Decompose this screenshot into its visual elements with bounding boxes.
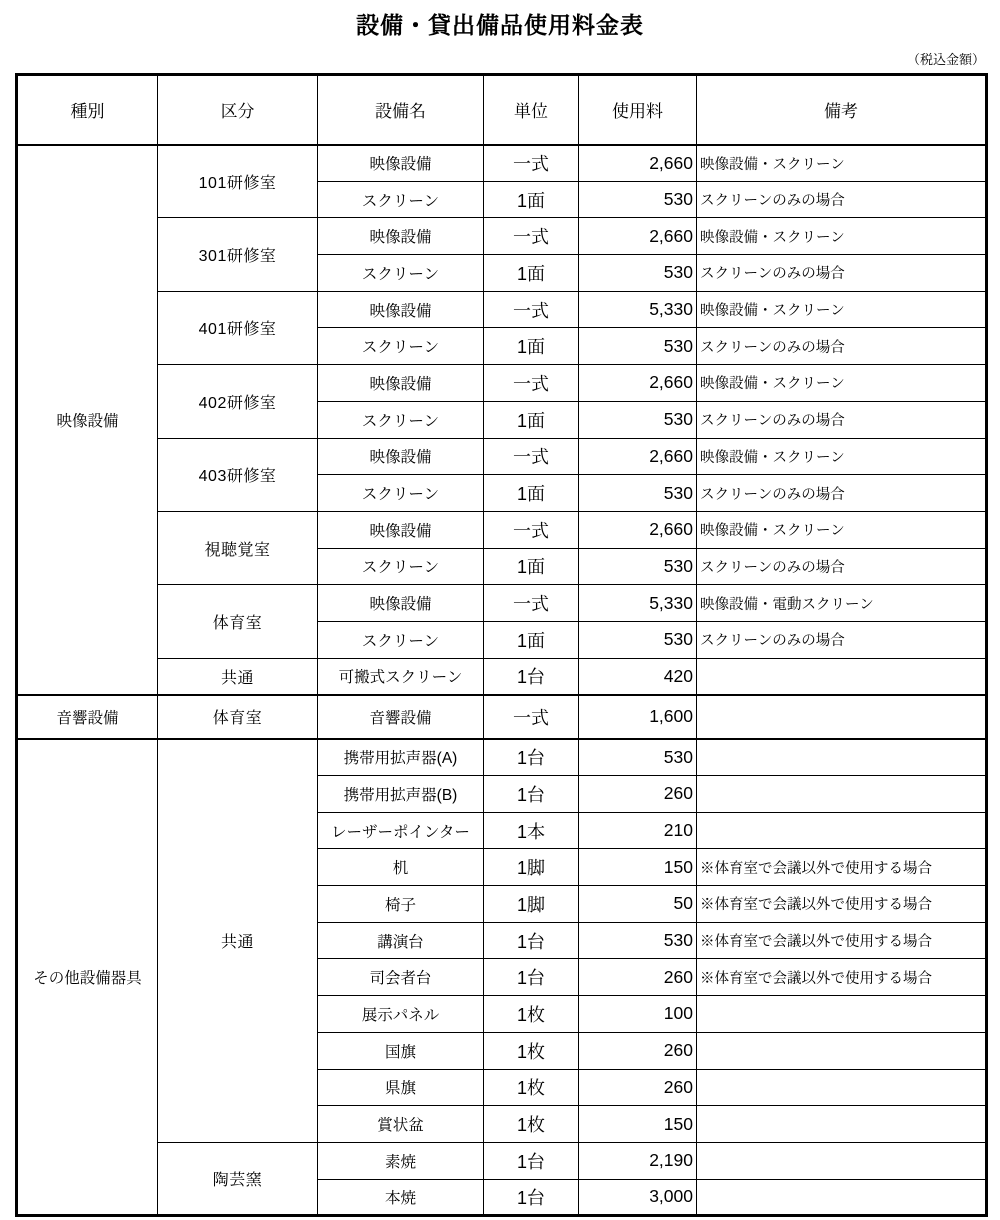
fee-cell: 2,660 xyxy=(579,218,697,255)
fee-cell: 3,000 xyxy=(579,1179,697,1216)
fee-cell: 50 xyxy=(579,886,697,923)
fee-cell: 530 xyxy=(579,328,697,365)
table-row xyxy=(17,695,987,739)
remarks-cell: スクリーンのみの場合 xyxy=(697,548,987,585)
unit-cell: 1面 xyxy=(484,621,579,658)
category-cell: 403研修室 xyxy=(158,438,318,511)
fee-cell: 150 xyxy=(579,1106,697,1143)
remarks-cell: 映像設備・スクリーン xyxy=(697,365,987,402)
category-cell: 共通 xyxy=(158,739,318,1143)
equipment-name-cell: 音響設備 xyxy=(318,695,484,739)
fee-table-body xyxy=(17,145,987,1216)
remarks-cell: ※体育室で会議以外で使用する場合 xyxy=(697,886,987,923)
unit-cell: 1台 xyxy=(484,776,579,813)
remarks-cell xyxy=(697,1032,987,1069)
page-title: 設備・貸出備品使用料金表 xyxy=(356,12,644,38)
fee-cell: 260 xyxy=(579,776,697,813)
equipment-name-cell: レーザーポインター xyxy=(318,812,484,849)
table-row xyxy=(17,585,987,622)
header-category: 区分 xyxy=(158,75,318,145)
equipment-name-cell: 講演台 xyxy=(318,922,484,959)
unit-cell: 一式 xyxy=(484,695,579,739)
remarks-cell: 映像設備・電動スクリーン xyxy=(697,585,987,622)
remarks-cell: ※体育室で会議以外で使用する場合 xyxy=(697,922,987,959)
unit-cell: 1面 xyxy=(484,181,579,218)
table-row xyxy=(17,145,987,182)
equipment-name-cell: 映像設備 xyxy=(318,291,484,328)
table-row xyxy=(17,739,987,776)
fee-cell: 530 xyxy=(579,255,697,292)
category-cell: 402研修室 xyxy=(158,365,318,438)
unit-cell: 1枚 xyxy=(484,1069,579,1106)
fee-cell: 530 xyxy=(579,922,697,959)
equipment-name-cell: スクリーン xyxy=(318,328,484,365)
remarks-cell xyxy=(697,812,987,849)
remarks-cell: スクリーンのみの場合 xyxy=(697,328,987,365)
type-cell: 音響設備 xyxy=(17,695,158,739)
equipment-name-cell: 賞状盆 xyxy=(318,1106,484,1143)
fee-cell: 530 xyxy=(579,739,697,776)
unit-cell: 1台 xyxy=(484,959,579,996)
table-row xyxy=(17,1142,987,1179)
equipment-name-cell: スクリーン xyxy=(318,255,484,292)
equipment-name-cell: 映像設備 xyxy=(318,365,484,402)
remarks-cell xyxy=(697,695,987,739)
equipment-name-cell: 映像設備 xyxy=(318,438,484,475)
equipment-name-cell: 県旗 xyxy=(318,1069,484,1106)
unit-cell: 1台 xyxy=(484,1142,579,1179)
type-cell: その他設備器具 xyxy=(17,739,158,1216)
unit-cell: 1台 xyxy=(484,658,579,695)
remarks-cell: スクリーンのみの場合 xyxy=(697,401,987,438)
header-unit: 単位 xyxy=(484,75,579,145)
fee-cell: 150 xyxy=(579,849,697,886)
unit-cell: 一式 xyxy=(484,585,579,622)
unit-cell: 一式 xyxy=(484,511,579,548)
category-cell: 陶芸窯 xyxy=(158,1142,318,1215)
fee-cell: 100 xyxy=(579,996,697,1033)
equipment-name-cell: 机 xyxy=(318,849,484,886)
unit-cell: 一式 xyxy=(484,365,579,402)
fee-cell: 420 xyxy=(579,658,697,695)
remarks-cell: スクリーンのみの場合 xyxy=(697,255,987,292)
header-remarks: 備考 xyxy=(697,75,987,145)
equipment-name-cell: 映像設備 xyxy=(318,145,484,182)
fee-cell: 2,660 xyxy=(579,365,697,402)
unit-cell: 1脚 xyxy=(484,886,579,923)
table-row xyxy=(17,438,987,475)
remarks-cell: ※体育室で会議以外で使用する場合 xyxy=(697,849,987,886)
unit-cell: 1脚 xyxy=(484,849,579,886)
unit-cell: 一式 xyxy=(484,145,579,182)
remarks-cell xyxy=(697,739,987,776)
equipment-name-cell: 可搬式スクリーン xyxy=(318,658,484,695)
remarks-cell xyxy=(697,1069,987,1106)
fee-cell: 530 xyxy=(579,475,697,512)
fee-cell: 5,330 xyxy=(579,291,697,328)
fee-cell: 530 xyxy=(579,401,697,438)
fee-cell: 5,330 xyxy=(579,585,697,622)
category-cell: 301研修室 xyxy=(158,218,318,291)
equipment-name-cell: 展示パネル xyxy=(318,996,484,1033)
unit-cell: 一式 xyxy=(484,438,579,475)
header-type: 種別 xyxy=(17,75,158,145)
unit-cell: 1台 xyxy=(484,1179,579,1216)
category-cell: 共通 xyxy=(158,658,318,695)
remarks-cell xyxy=(697,776,987,813)
equipment-name-cell: 素焼 xyxy=(318,1142,484,1179)
header-row xyxy=(17,75,987,145)
equipment-name-cell: 本焼 xyxy=(318,1179,484,1216)
remarks-cell: ※体育室で会議以外で使用する場合 xyxy=(697,959,987,996)
fee-cell: 260 xyxy=(579,1032,697,1069)
unit-cell: 1面 xyxy=(484,255,579,292)
remarks-cell: スクリーンのみの場合 xyxy=(697,475,987,512)
fee-cell: 2,660 xyxy=(579,438,697,475)
unit-cell: 1枚 xyxy=(484,1032,579,1069)
equipment-name-cell: スクリーン xyxy=(318,181,484,218)
equipment-name-cell: 司会者台 xyxy=(318,959,484,996)
equipment-name-cell: スクリーン xyxy=(318,475,484,512)
unit-cell: 1面 xyxy=(484,548,579,585)
remarks-cell xyxy=(697,1142,987,1179)
equipment-name-cell: 映像設備 xyxy=(318,511,484,548)
remarks-cell xyxy=(697,996,987,1033)
remarks-cell: 映像設備・スクリーン xyxy=(697,291,987,328)
remarks-cell: スクリーンのみの場合 xyxy=(697,181,987,218)
remarks-cell: 映像設備・スクリーン xyxy=(697,438,987,475)
equipment-name-cell: 国旗 xyxy=(318,1032,484,1069)
equipment-name-cell: 映像設備 xyxy=(318,585,484,622)
unit-cell: 1台 xyxy=(484,739,579,776)
fee-cell: 1,600 xyxy=(579,695,697,739)
equipment-name-cell: 携帯用拡声器(B) xyxy=(318,776,484,813)
equipment-name-cell: 椅子 xyxy=(318,886,484,923)
unit-cell: 一式 xyxy=(484,291,579,328)
category-cell: 401研修室 xyxy=(158,291,318,364)
category-cell: 体育室 xyxy=(158,585,318,658)
unit-cell: 1面 xyxy=(484,328,579,365)
unit-cell: 1枚 xyxy=(484,1106,579,1143)
fee-cell: 530 xyxy=(579,621,697,658)
fee-table xyxy=(15,73,988,1217)
fee-cell: 260 xyxy=(579,1069,697,1106)
fee-cell: 530 xyxy=(579,548,697,585)
type-cell: 映像設備 xyxy=(17,145,158,695)
fee-cell: 2,660 xyxy=(579,511,697,548)
remarks-cell: 映像設備・スクリーン xyxy=(697,145,987,182)
table-row xyxy=(17,365,987,402)
unit-cell: 1本 xyxy=(484,812,579,849)
unit-cell: 一式 xyxy=(484,218,579,255)
fee-cell: 530 xyxy=(579,181,697,218)
unit-cell: 1枚 xyxy=(484,996,579,1033)
header-fee: 使用料 xyxy=(579,75,697,145)
category-cell: 101研修室 xyxy=(158,145,318,218)
remarks-cell xyxy=(697,1106,987,1143)
remarks-cell: スクリーンのみの場合 xyxy=(697,621,987,658)
remarks-cell xyxy=(697,1179,987,1216)
fee-cell: 2,660 xyxy=(579,145,697,182)
table-row xyxy=(17,511,987,548)
fee-cell: 260 xyxy=(579,959,697,996)
remarks-cell: 映像設備・スクリーン xyxy=(697,511,987,548)
category-cell: 体育室 xyxy=(158,695,318,739)
equipment-name-cell: 携帯用拡声器(A) xyxy=(318,739,484,776)
unit-cell: 1台 xyxy=(484,922,579,959)
fee-cell: 2,190 xyxy=(579,1142,697,1179)
unit-cell: 1面 xyxy=(484,475,579,512)
category-cell: 視聴覚室 xyxy=(158,511,318,584)
equipment-name-cell: スクリーン xyxy=(318,401,484,438)
equipment-name-cell: スクリーン xyxy=(318,621,484,658)
table-row xyxy=(17,658,987,695)
equipment-name-cell: スクリーン xyxy=(318,548,484,585)
remarks-cell: 映像設備・スクリーン xyxy=(697,218,987,255)
fee-cell: 210 xyxy=(579,812,697,849)
equipment-name-cell: 映像設備 xyxy=(318,218,484,255)
table-row xyxy=(17,291,987,328)
header-equipment-name: 設備名 xyxy=(318,75,484,145)
tax-included-note: （税込金額） xyxy=(906,52,985,67)
remarks-cell xyxy=(697,658,987,695)
table-row xyxy=(17,218,987,255)
unit-cell: 1面 xyxy=(484,401,579,438)
